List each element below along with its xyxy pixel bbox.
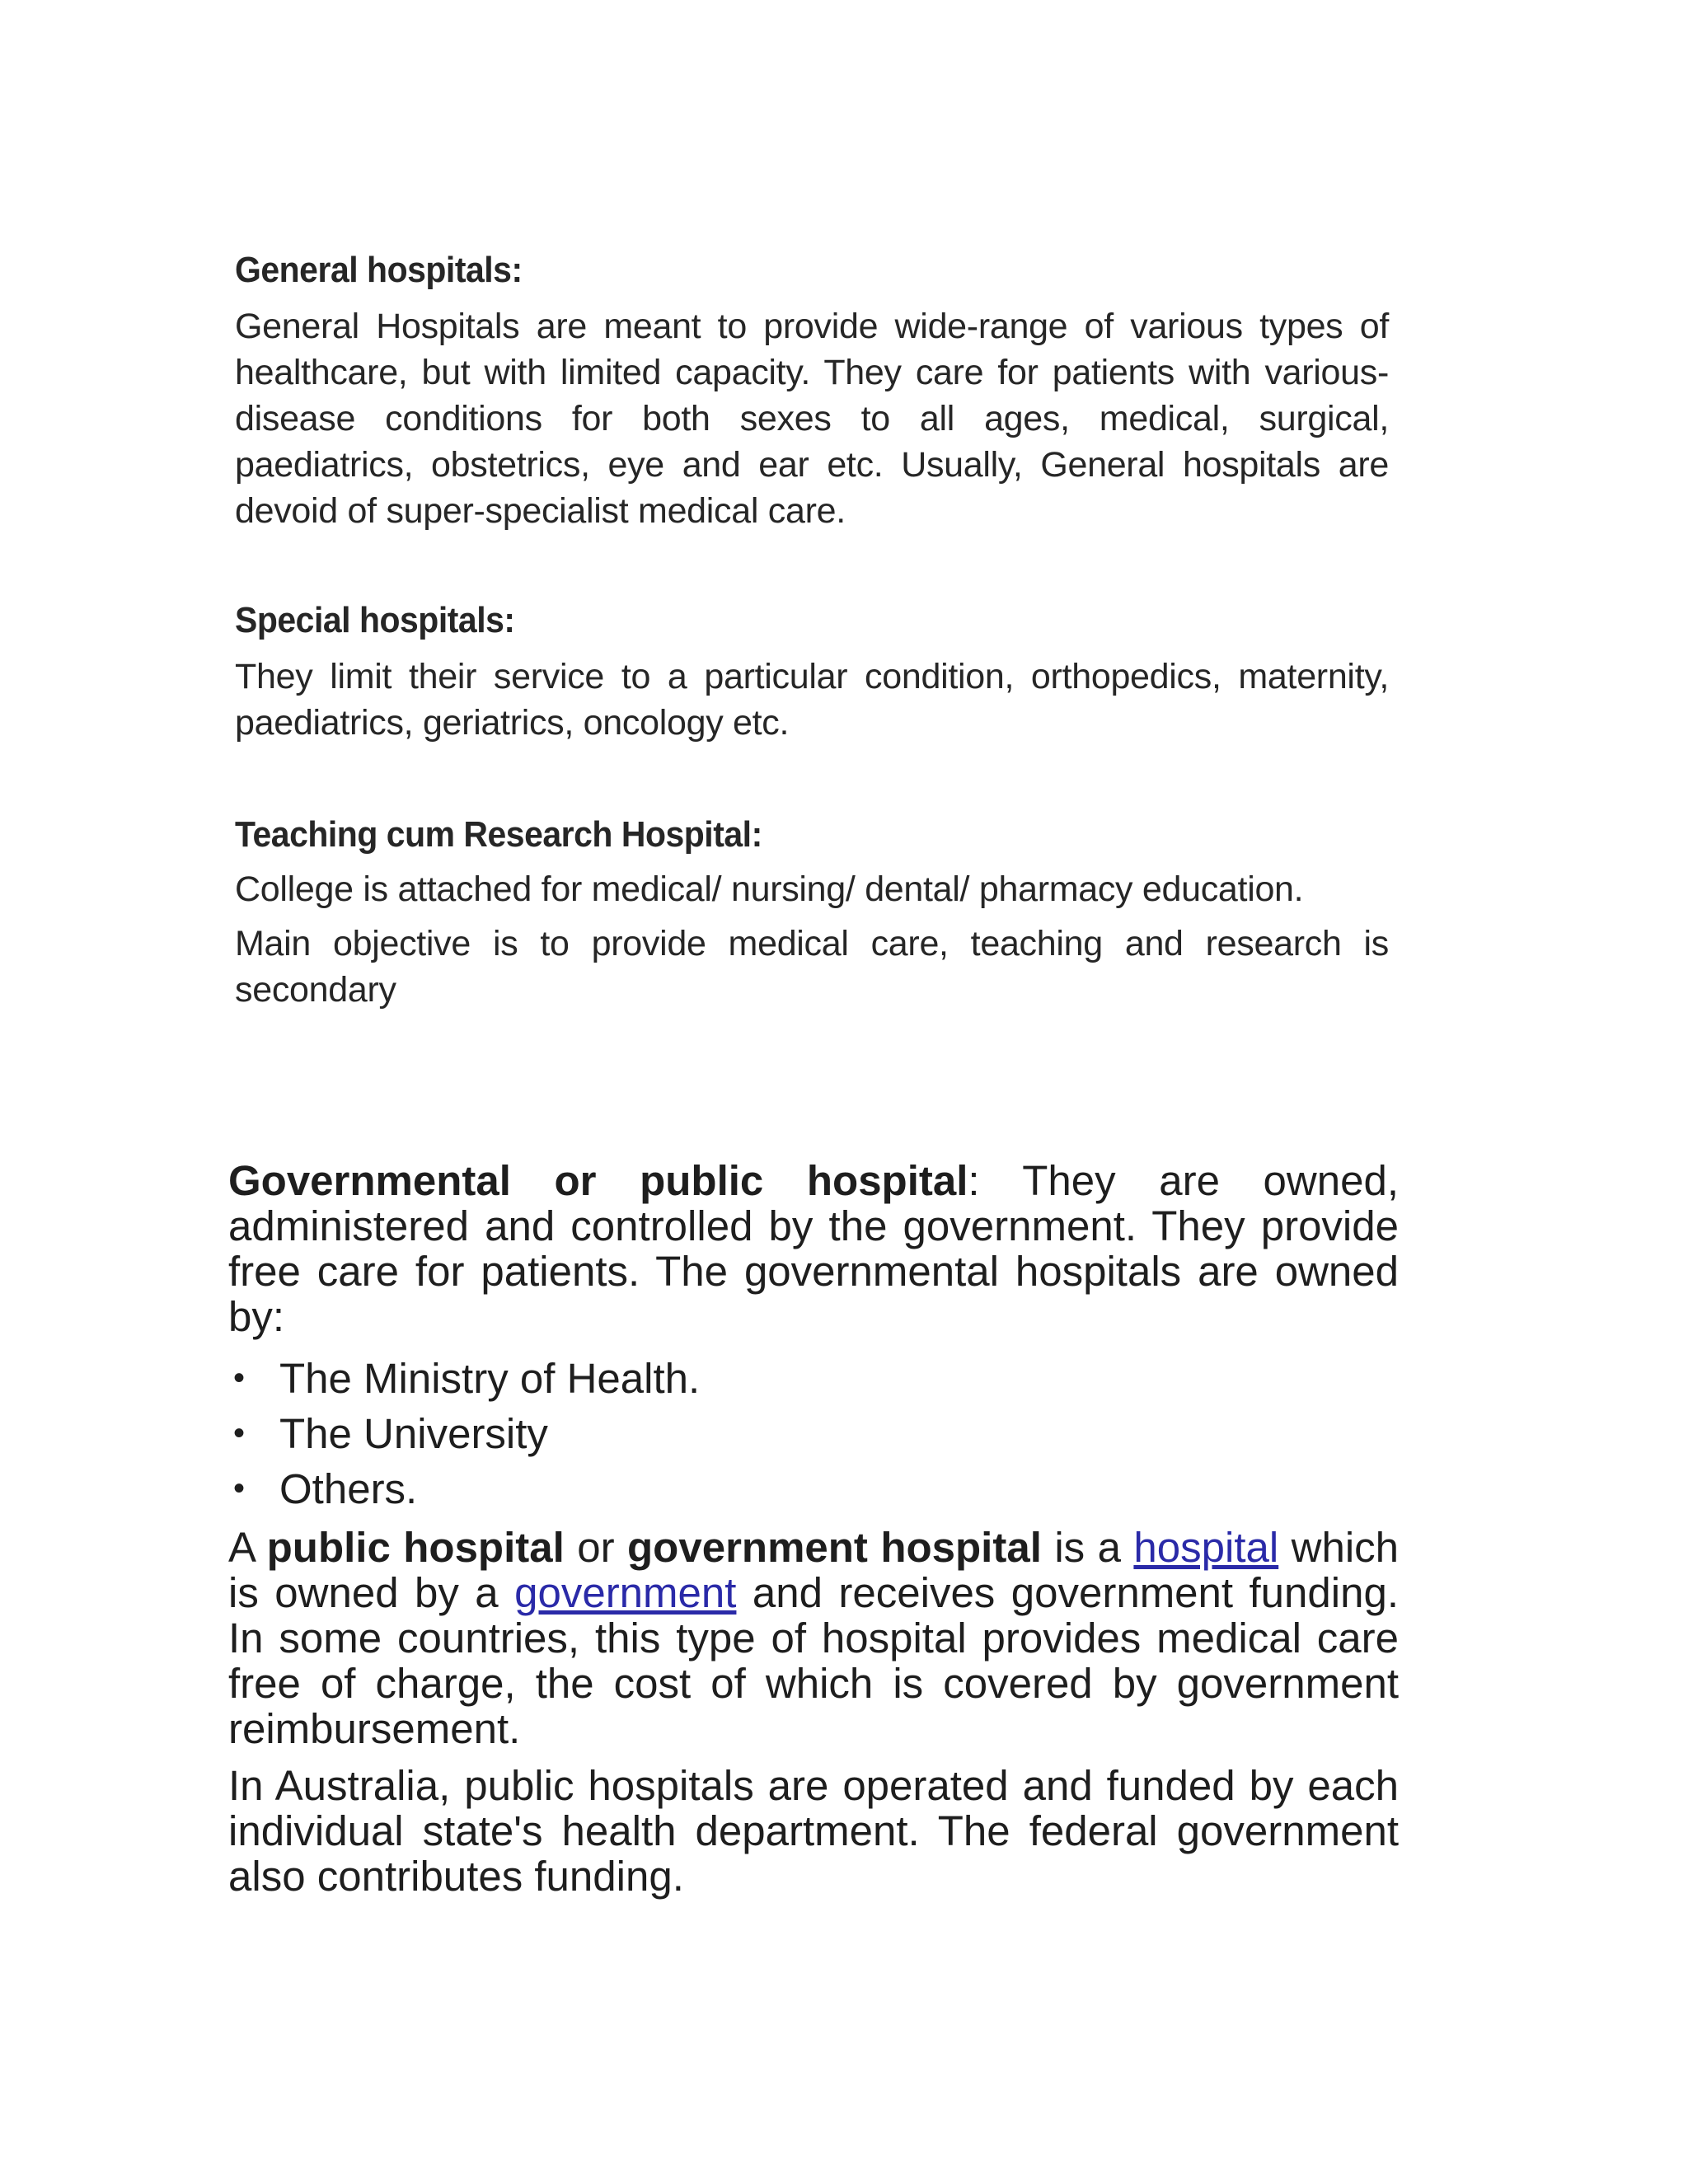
teaching-hospital-block [235, 812, 1389, 1013]
hospital-link[interactable]: hospital [1133, 1524, 1279, 1571]
list-item [228, 1351, 1399, 1406]
text-run: and receives government funding. In some countries, this type of hospital provides medical care free of charge, the cost of which is covered by government reimbursement. [228, 1569, 1399, 1752]
owner-label: The University [279, 1410, 548, 1457]
owner-label: Others. [279, 1465, 418, 1512]
teaching-hospital-text-1: College is attached for medical/ nursing/ dental/ pharmacy education. [235, 869, 1304, 909]
australia-paragraph: In Australia, public hospitals are operated and funded by each individual state's health department. The federal government also contributes funding. [228, 1762, 1399, 1900]
special-hospitals-heading: Special hospitals: [235, 600, 515, 640]
special-hospitals-block [235, 598, 1389, 746]
bullet-icon: • [233, 1470, 246, 1507]
text-run: or [564, 1524, 628, 1571]
general-hospitals-heading: General hospitals: [235, 250, 523, 290]
owners-list [228, 1351, 1399, 1516]
teaching-hospital-heading: Teaching cum Research Hospital: [235, 814, 762, 855]
governmental-colon: : [968, 1157, 980, 1204]
list-item [228, 1406, 1399, 1461]
text-run: A [228, 1524, 267, 1571]
bullet-icon: • [233, 1415, 246, 1451]
teaching-hospital-text-2: Main objective is to provide medical care, teaching and research is secondary [235, 924, 1389, 1010]
general-hospitals-text: General Hospitals are meant to provide wide-range of various types of healthcare, but with limited capacity. They care for patients with various-disease conditions for both sexes to all ages, medical, surgical, paediatrics, obstetrics, eye and ear etc. Usually, General hospitals are devoid of super-specialist medical care. [235, 307, 1389, 531]
text-run: which is owned by a [228, 1524, 1400, 1616]
government-hospital-term: government hospital [627, 1524, 1042, 1571]
general-hospitals-block [235, 247, 1389, 534]
governmental-term: Governmental or public hospital [228, 1157, 968, 1204]
list-item [228, 1461, 1399, 1516]
governmental-definition [228, 1158, 1399, 1339]
governmental-hospital-section [228, 1158, 1399, 1899]
governmental-definition-text: They are owned, administered and controlled by the government. They provide free care for patients. The governmental hospitals are owned by: [228, 1157, 1400, 1340]
owner-label: The Ministry of Health. [279, 1355, 701, 1402]
bullet-icon: • [233, 1360, 246, 1396]
text-run: is a [1041, 1524, 1134, 1571]
public-hospital-term: public hospital [266, 1524, 565, 1571]
public-hospital-paragraph [228, 1525, 1399, 1751]
special-hospitals-text: They limit their service to a particular condition, orthopedics, maternity, paediatrics, geriatrics, oncology etc. [235, 657, 1389, 743]
government-link[interactable]: government [514, 1569, 737, 1616]
